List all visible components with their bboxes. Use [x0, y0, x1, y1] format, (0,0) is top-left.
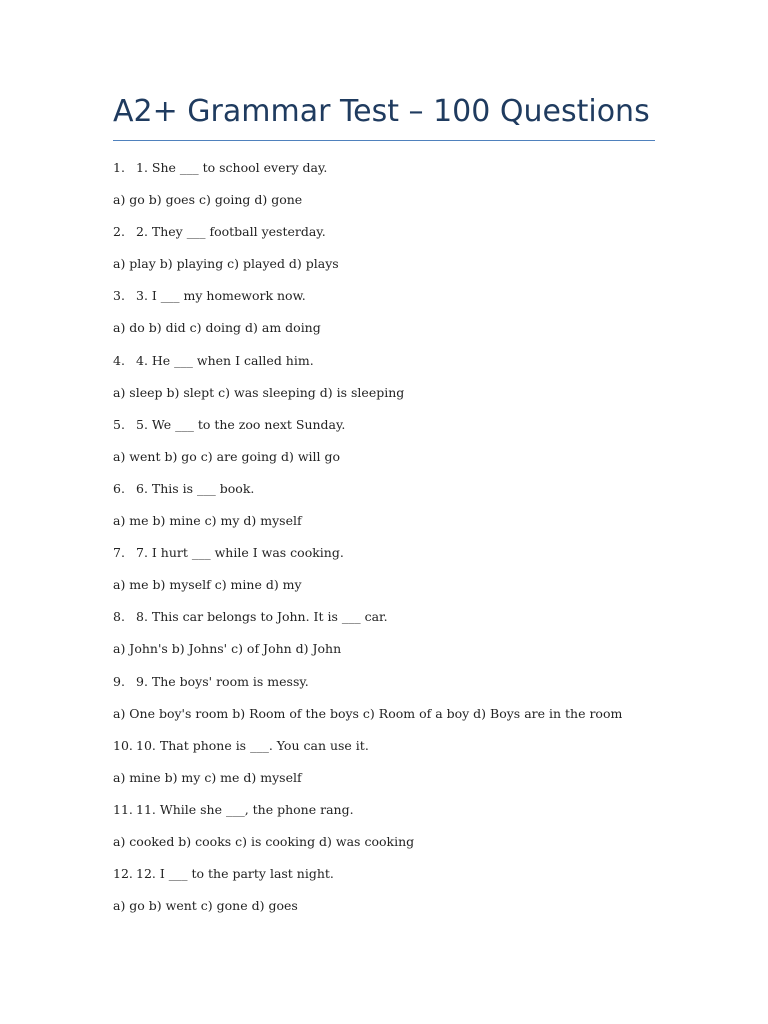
question-item	[113, 158, 673, 222]
question-number: 11.	[113, 801, 133, 817]
answer-options: a) me b) myself c) mine d) my	[113, 577, 302, 593]
answer-options: a) go b) went c) gone d) goes	[113, 898, 298, 914]
question-line	[113, 415, 673, 447]
question-line	[113, 158, 673, 190]
answer-options: a) mine b) my c) me d) myself	[113, 769, 302, 785]
question-line	[113, 222, 673, 254]
question-text: 5. We ___ to the zoo next Sunday.	[136, 416, 346, 432]
question-item	[113, 351, 673, 415]
question-line	[113, 736, 673, 768]
question-line	[113, 286, 673, 318]
question-number: 3.	[113, 288, 125, 304]
question-line	[113, 543, 673, 575]
answer-options: a) do b) did c) doing d) am doing	[113, 320, 321, 336]
question-line	[113, 607, 673, 639]
answer-options: a) One boy's room b) Room of the boys c) Room of a boy d) Boys are in the room	[113, 705, 623, 721]
question-item	[113, 415, 673, 479]
question-line	[113, 800, 673, 832]
question-text: 8. This car belongs to John. It is ___ car.	[136, 609, 388, 625]
question-line	[113, 672, 673, 704]
question-list	[113, 158, 673, 928]
question-number: 5.	[113, 416, 125, 432]
question-number: 8.	[113, 609, 125, 625]
question-text: 2. They ___ football yesterday.	[136, 224, 326, 240]
question-text: 6. This is ___ book.	[136, 480, 255, 496]
question-item	[113, 607, 673, 671]
question-item	[113, 543, 673, 607]
question-number: 1.	[113, 160, 125, 175]
answer-options: a) cooked b) cooks c) is cooking d) was cooking	[113, 833, 415, 849]
page-title: A2+ Grammar Test – 100 Questions	[113, 94, 650, 129]
question-text: 12. I ___ to the party last night.	[136, 866, 334, 882]
question-item	[113, 800, 673, 864]
question-text: 11. While she ___, the phone rang.	[136, 801, 354, 817]
question-line	[113, 351, 673, 383]
question-item	[113, 286, 673, 350]
answer-options: a) play b) playing c) played d) plays	[113, 256, 339, 272]
question-line	[113, 864, 673, 896]
question-text: 9. The boys' room is messy.	[136, 673, 309, 689]
question-item	[113, 864, 673, 928]
question-text: 10. That phone is ___. You can use it.	[136, 737, 369, 753]
question-text: 4. He ___ when I called him.	[136, 352, 314, 368]
question-number: 2.	[113, 224, 125, 240]
question-item	[113, 672, 673, 736]
question-number: 4.	[113, 352, 125, 368]
question-text: 7. I hurt ___ while I was cooking.	[136, 545, 344, 561]
question-number: 10.	[113, 737, 133, 753]
question-line	[113, 479, 673, 511]
title-underline	[113, 140, 655, 141]
question-text: 1. She ___ to school every day.	[136, 160, 328, 175]
answer-options: a) John's b) Johns' c) of John d) John	[113, 641, 342, 657]
answer-options: a) me b) mine c) my d) myself	[113, 513, 302, 529]
question-item	[113, 736, 673, 800]
question-number: 12.	[113, 866, 133, 882]
question-number: 7.	[113, 545, 125, 561]
question-text: 3. I ___ my homework now.	[136, 288, 306, 304]
question-item	[113, 479, 673, 543]
answer-options: a) went b) go c) are going d) will go	[113, 448, 341, 464]
question-number: 6.	[113, 480, 125, 496]
question-item	[113, 222, 673, 286]
question-number: 9.	[113, 673, 125, 689]
answer-options: a) go b) goes c) going d) gone	[113, 192, 303, 208]
answer-options: a) sleep b) slept c) was sleeping d) is sleeping	[113, 384, 405, 400]
